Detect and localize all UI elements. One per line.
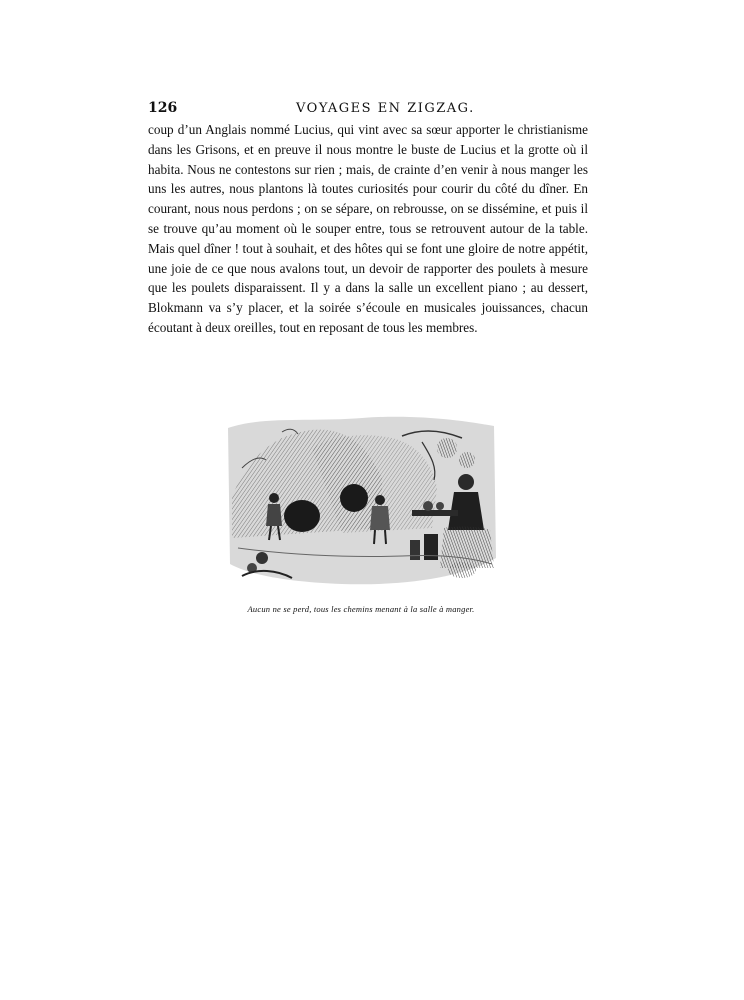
grotto-left	[284, 500, 320, 532]
engraving-illustration	[222, 408, 500, 592]
page-number: 126	[148, 100, 178, 116]
figure-caption: Aucun ne se perd, tous les chemins menant à la salle à manger.	[247, 604, 475, 614]
grotto-right	[340, 484, 368, 512]
body-paragraph: coup d’un Anglais nommé Lucius, qui vint avec sa sœur apporter le christianisme dans les Grisons, et en preuve il nous montre le buste de Lucius et la grotte où il habita. Nous ne contestons sur rien ; mais, de crainte d’en venir à nous manger les uns les autres, nous plantons là toutes curiosités pour courir du côté du dîner. En courant, nous nous perdons ; on se sépare, on rebrousse, on se dissémine, et puis il se trouve qu’au moment où le souper entre, tous se retrouvent autour de la table. Mais quel dîner ! tout à souhait, et des hôtes qui se font une gloire de notre appétit, une joie de ce que nous avalons tout, un devoir de rapporter des poulets à mesure que les poulets disparaissent. Il y a dans la salle un excellent piano ; au dessert, Blokmann va s’y placer, et la soirée s’écoule en musicales jouissances, chacun écoutant à deux oreilles, tout en reposant de tous les membres.	[148, 122, 588, 335]
running-title: VOYAGES EN ZIGZAG.	[296, 101, 475, 116]
